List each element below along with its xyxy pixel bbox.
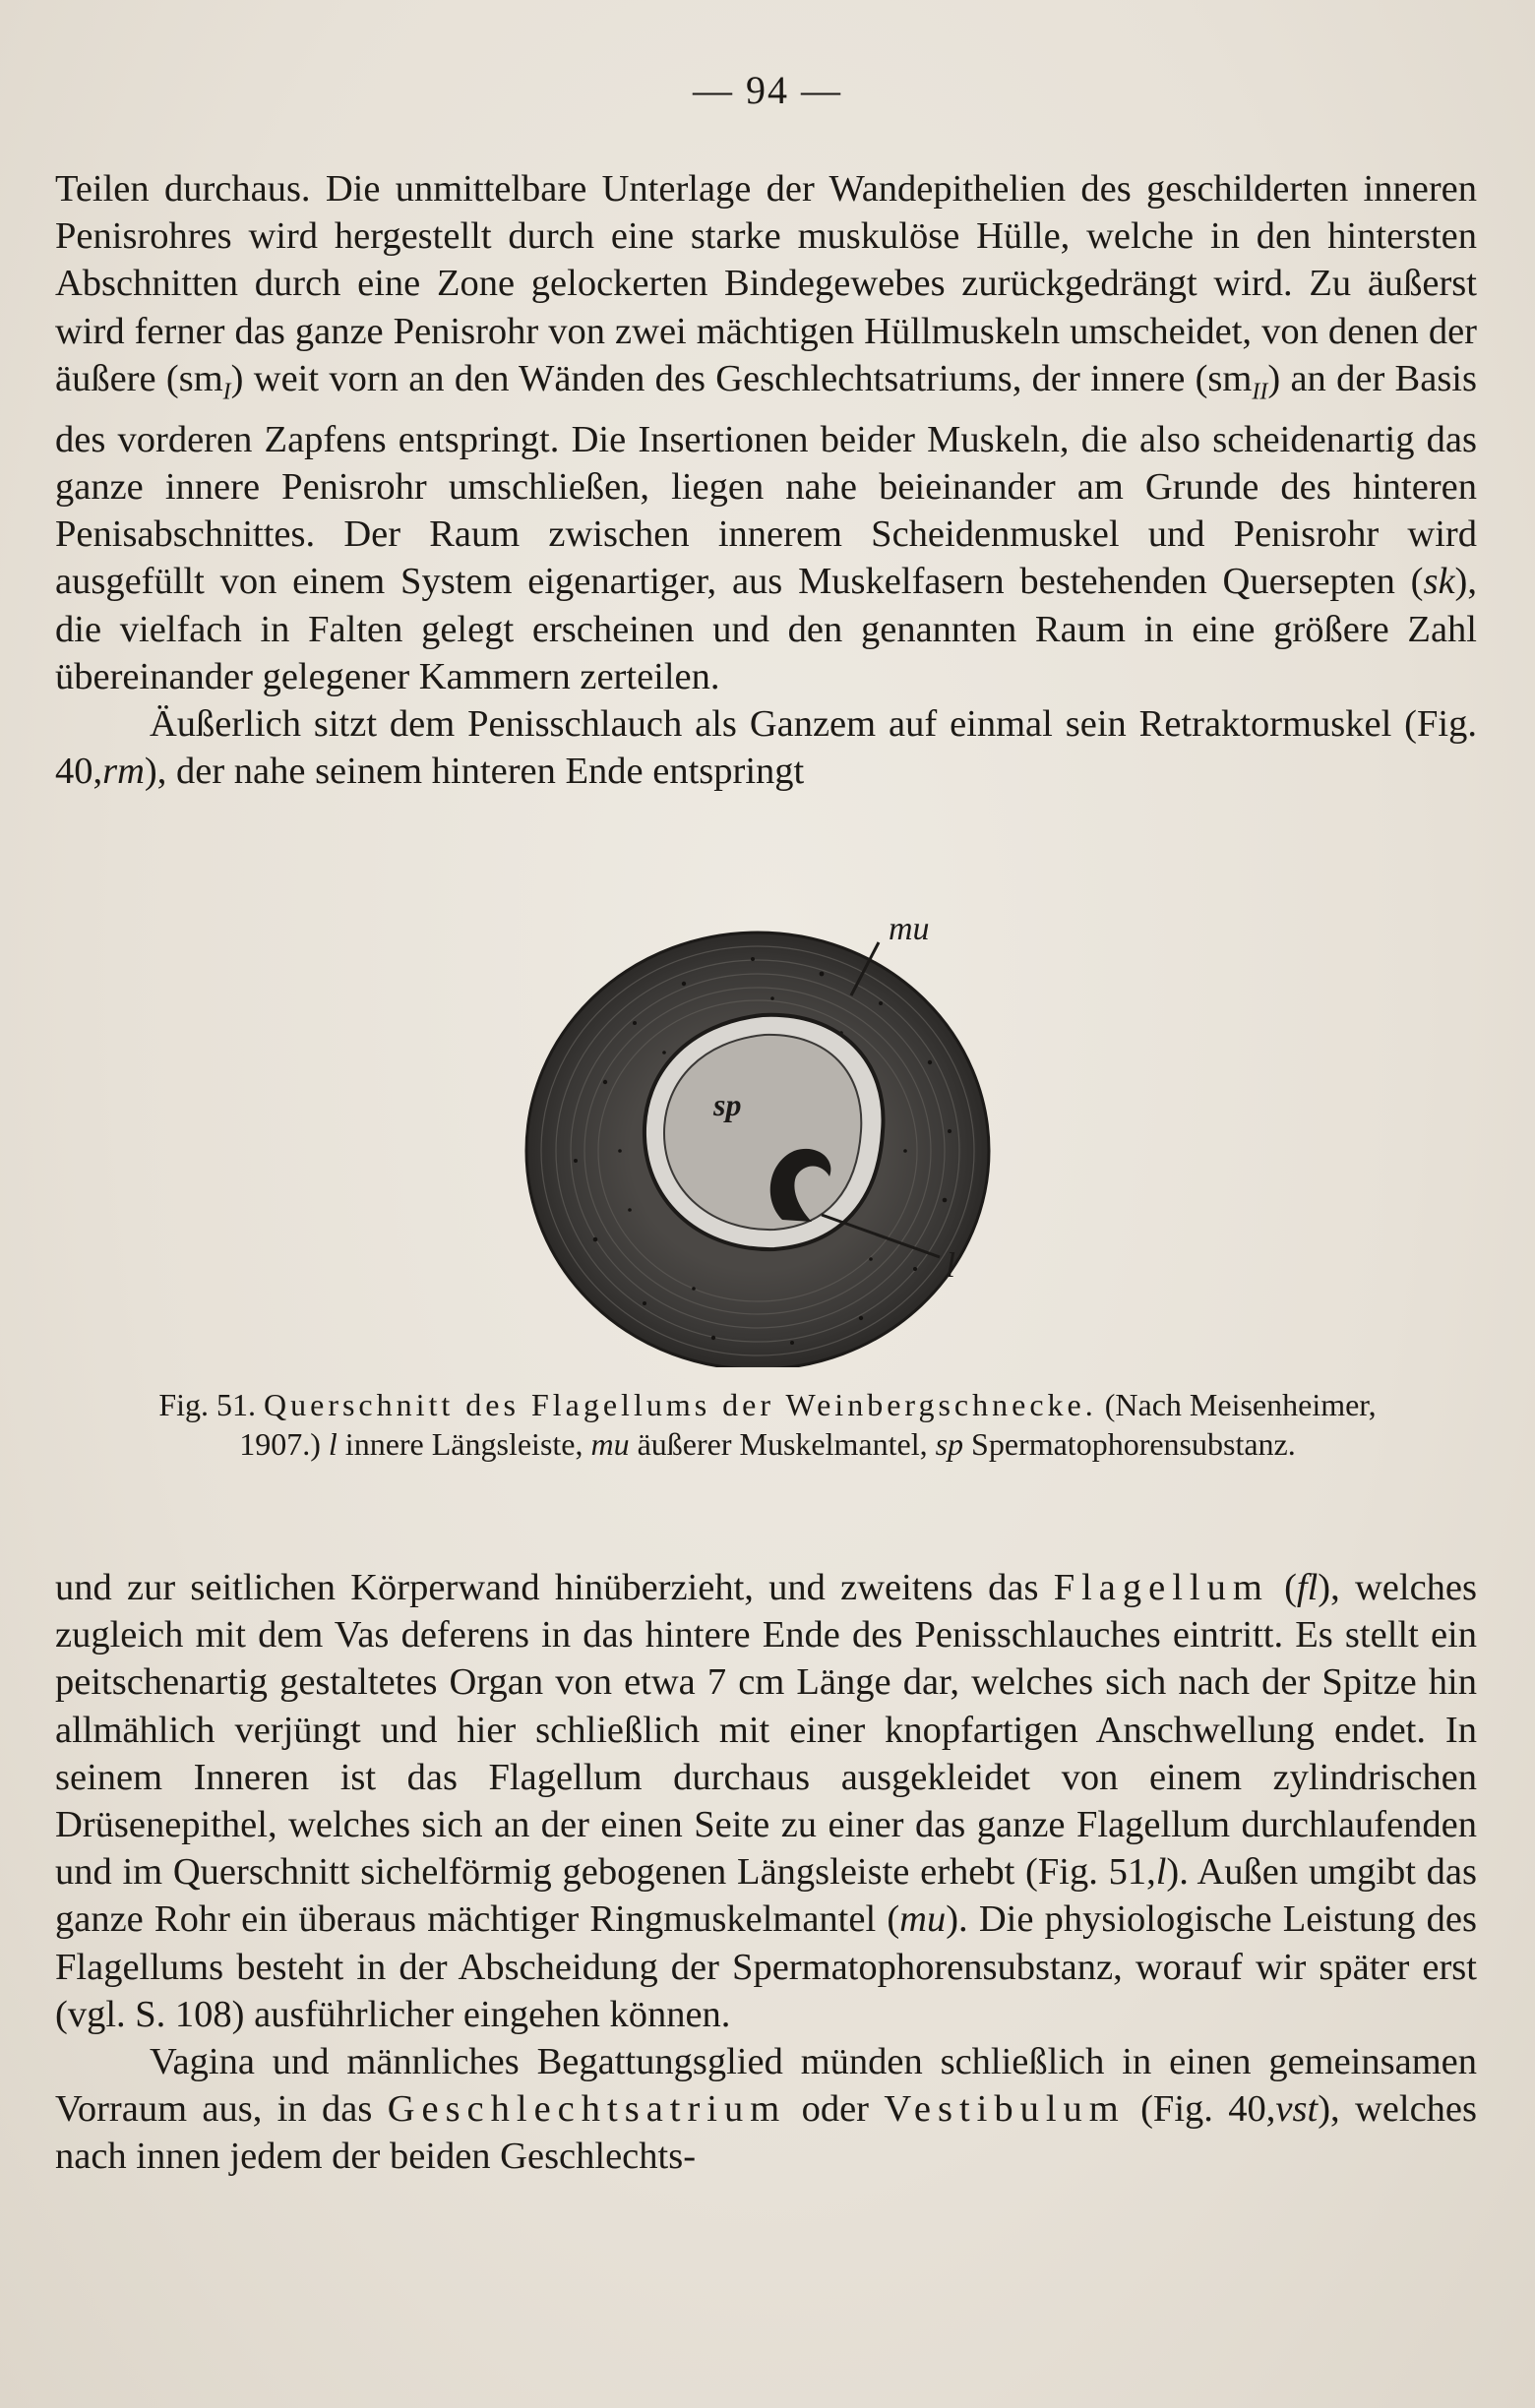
paragraph-4-part-g: ), welches nach innen jedem der beiden Geschlechts-: [55, 2088, 1477, 2178]
paragraph-1: [55, 165, 1477, 700]
paragraph-2: [55, 700, 1477, 795]
paragraph-3-part-c: (: [1268, 1567, 1297, 1608]
paragraph-3: [55, 1564, 1477, 2038]
text-block-top: [55, 165, 1477, 795]
abbrev-rm: rm: [102, 751, 145, 793]
caption-text-l: innere Längsleiste,: [337, 1426, 591, 1462]
figure-caption: [157, 1385, 1378, 1464]
label-mu: mu: [889, 911, 930, 947]
abbrev-vst: vst: [1275, 2088, 1319, 2131]
caption-source: (Nach Meisenheimer, 1907.): [239, 1387, 1377, 1462]
caption-symbol-l: l: [328, 1426, 338, 1462]
paragraph-4-part-e: (Fig. 40,: [1125, 2088, 1276, 2131]
paragraph-4: [55, 2038, 1477, 2181]
paragraph-3-part-a: und zur seitlichen Körperwand hinüberzieht, und zweitens das: [55, 1567, 1054, 1608]
caption-fig-number: Fig. 51.: [158, 1387, 256, 1422]
paragraph-3-part-i: ). Die physiologische Leistung des Flagellums besteht in der Abscheidung der Spermatophorensubstanz, worauf wir später erst (vgl. S. 108) ausführlicher eingehen können.: [55, 1898, 1477, 2035]
caption-text-mu: äußerer Muskelmantel,: [629, 1426, 936, 1462]
paragraph-1-part-d: ), die vielfach in Falten gelegt erscheinen und den genannten Raum in eine größere Zahl übereinander gelegener Kammern zerteilen.: [55, 561, 1477, 697]
text-block-bottom: [55, 1564, 1477, 2181]
page-number: — 94 —: [693, 68, 842, 112]
subscript-sm-2: II: [1252, 379, 1268, 405]
paragraph-3-part-e: ), welches zugleich mit dem Vas deferens in das hintere Ende des Penisschlauches eintritt. Es stellt ein peitschenartig gestaltetes Organ von etwa 7 cm Länge dar, welches sich nach der Spitze hin allmählich verjüngt und hier schließlich mit einer knopfartigen Anschwellung endet. In seinem Inneren ist das Flagellum durchaus ausgekleidet von einem zylindrischen Drüsenepithel, welches sich an der einen Seite zu einer das ganze Flagellum durchlaufenden und im Querschnitt sichelförmig gebogenen Längsleiste erhebt (Fig. 51,: [55, 1567, 1477, 1894]
term-vestibulum: Vestibulum: [884, 2088, 1126, 2131]
caption-symbol-mu: mu: [590, 1426, 630, 1462]
caption-symbol-sp: sp: [935, 1426, 964, 1462]
term-geschlechtsatrium: Geschlechtsatrium: [387, 2088, 787, 2131]
flagellum-cross-section-drawing: [517, 905, 1028, 1367]
label-l: l: [946, 1245, 956, 1285]
paragraph-1-part-c: ) an der Basis des vorderen Zapfens entspringt. Die Insertionen beider Muskeln, die also scheidenartig das ganze innere Penisrohr umschließen, liegen nahe beieinander am Grunde des hinteren Penisabschnittes. Der Raum zwischen innerem Scheidenmuskel und Penisrohr wird ausgefüllt von einem System eigenartiger, aus Muskelfasern bestehenden Quersepten (: [55, 357, 1477, 603]
caption-title: Querschnitt des Flagellums der Weinbergschnecke.: [264, 1387, 1097, 1422]
paragraph-2-part-b: ), der nahe seinem hinteren Ende entspringt: [144, 751, 805, 793]
figure-51-cross-section: [517, 905, 1028, 1367]
abbrev-sk: sk: [1423, 561, 1455, 603]
label-sp: sp: [713, 1087, 742, 1122]
subscript-sm-1: I: [222, 379, 231, 405]
abbrev-fl: fl: [1296, 1567, 1319, 1608]
caption-text-sp: Spermatophorensubstanz.: [963, 1426, 1296, 1462]
abbrev-mu: mu: [899, 1898, 947, 1941]
paragraph-4-part-a: Vagina und männliches Begattungsglied münden schließlich in einen gemeinsamen Vorraum aus, in das: [55, 2041, 1477, 2131]
paragraph-1-part-a: Teilen durchaus. Die unmittelbare Unterlage der Wandepithelien des geschilderten inneren Penisrohres wird hergestellt durch eine starke muskulöse Hülle, welche in den hintersten Abschnitten durch eine Zone gelockerten Bindegewebes zurückgedrängt wird. Zu äußerst wird ferner das ganze Penisrohr von zwei mächtigen Hüllmuskeln umscheidet, von denen der äußere (sm: [55, 168, 1477, 399]
abbrev-l: l: [1155, 1851, 1167, 1894]
lumen: [664, 1035, 861, 1230]
paragraph-3-part-g: ). Außen umgibt das ganze Rohr ein überaus mächtiger Ringmuskelmantel (: [55, 1851, 1478, 1941]
paragraph-1-part-b: ) weit vorn an den Wänden des Geschlechtsatriums, der innere (sm: [230, 357, 1253, 399]
term-flagellum: Flagellum: [1053, 1567, 1269, 1608]
paragraph-4-part-c: oder: [786, 2088, 885, 2131]
paragraph-2-part-a: Äußerlich sitzt dem Penisschlauch als Ganzem auf einmal sein Retraktormuskel (Fig. 40,: [55, 702, 1477, 793]
